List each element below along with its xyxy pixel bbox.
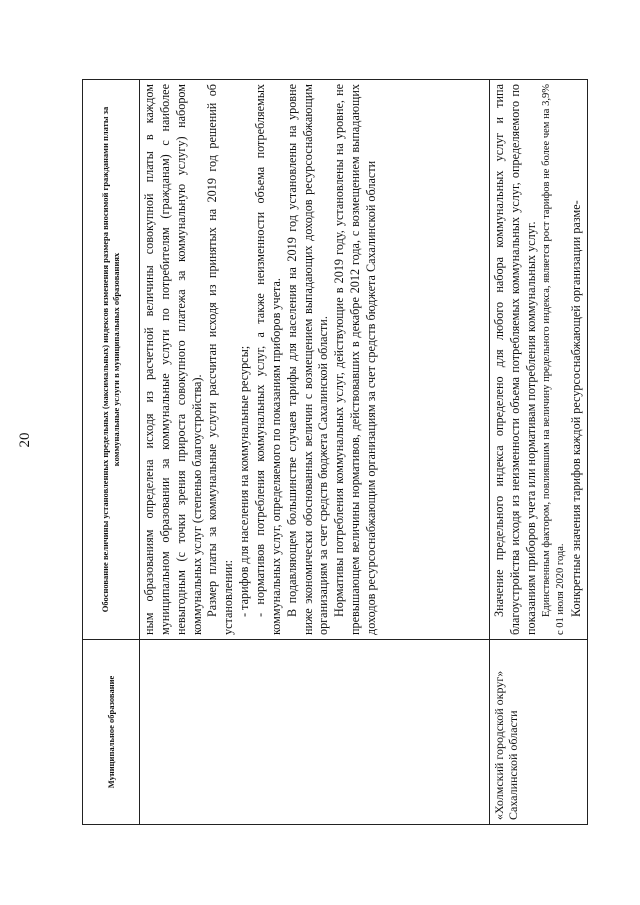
page-number: 20 [17, 432, 33, 448]
paragraph: Единственным фактором, повлиявшим на величину предельного индекса, является рост тарифов не более чем на 3,9% с 01 июля 2020 года. [540, 84, 567, 635]
header-justification: Обоснование величины установленных предельных (максимальных) индексов изменения размера вносимой гражданами платы за коммунальные услуги в муниципальных образованиях [83, 80, 140, 640]
paragraph: - нормативов потребления коммунальных услуг, а также неизменности объема потребляемых коммунальных услуг, определяемого по показаниям приборов учета. [253, 84, 283, 635]
table-header-row [83, 80, 140, 825]
paragraph: Конкретные значения тарифов каждой ресурсоснабжающей организации разме- [568, 200, 583, 617]
paragraph: ным образованиям определена исходя из расчетной величины совокупной платы в каждом муниципальном образовании за коммунальные услуги по потребителям (гражданам) с наиболее невыгодным (с точки зрения прироста совокупного платежа за коммунальную услугу) набором коммунальных услуг (степенью благоустройства). [142, 84, 204, 635]
municipality-name: «Холмский городской округ» Сахалинской области [492, 670, 521, 820]
table-row [490, 80, 588, 825]
rotated-page-content [82, 80, 583, 825]
table-row [140, 80, 490, 825]
justification-cell [140, 80, 490, 640]
paragraph: Размер платы за коммунальные услуги рассчитан исходя из принятых на 2019 год решений об установлении: [205, 84, 236, 635]
justification-table [82, 79, 588, 825]
justification-cell [490, 80, 588, 640]
paragraph: - тарифов для населения на коммунальные ресурсы; [237, 345, 252, 617]
municipality-cell [140, 640, 490, 825]
municipality-cell [490, 640, 588, 825]
paragraph: В подавляющем большинстве случаев тарифы для населения на 2019 год установлены на уровне ниже экономически обоснованных величин с возмещением выпадающих доходов ресурсоснабжающим организациям за счет средств бюджета Сахалинской области. [284, 84, 331, 635]
paragraph: Значение предельного индекса определено для любого набора коммунальных услуг и типа благоустройства исходя из неизменности объема потребляемых коммунальных услуг, определяемого по показаниям приборов учета или нормативам потребления коммунальных услуг. [492, 84, 538, 635]
header-municipality: Муниципальное образование [83, 640, 140, 825]
paragraph: Нормативы потребления коммунальных услуг, действующие в 2019 году, установлены на уровне, не превышающем величины нормативов, действовавших в декабре 2012 года, с возмещением выпадающих доходов ресурсоснабжающим организациям за счет средств бюджета Сахалинской области [332, 84, 379, 635]
